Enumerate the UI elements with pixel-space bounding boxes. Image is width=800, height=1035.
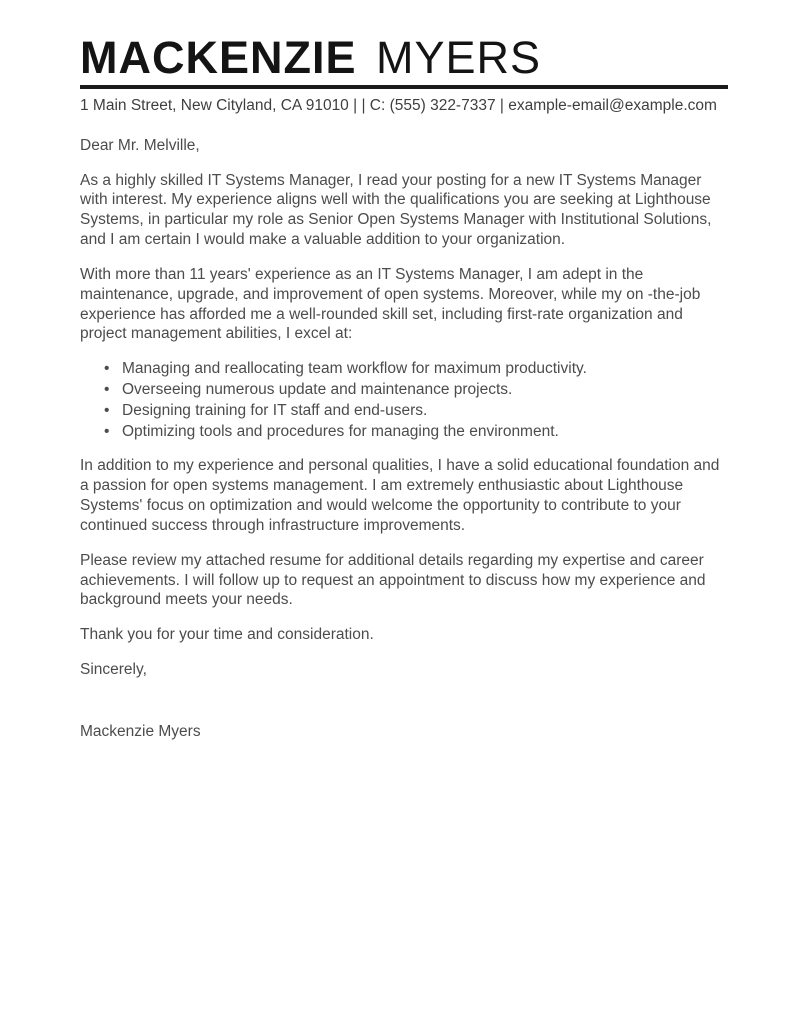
paragraph-experience: With more than 11 years' experience as an IT Systems Manager, I am adept in the maintenance, upgrade, and improvement of open systems. Moreover, while my on -the-job experience has afforded me a well-rounded skill set, including first-rate organization and project management abilities, I excel at:	[80, 265, 701, 343]
page-title	[80, 34, 728, 81]
valediction: Sincerely,	[80, 661, 147, 679]
thanks-line: Thank you for your time and consideration.	[80, 626, 374, 644]
header-first-name: MACKENZIE	[80, 32, 357, 83]
skills-bullet-list	[80, 359, 728, 441]
paragraph-followup: Please review my attached resume for additional details regarding my expertise and career achievements. I will follow up to request an appointment to discuss how my experience and background meets your needs.	[80, 551, 706, 609]
list-item: • Overseeing numerous update and maintenance projects.	[122, 380, 728, 400]
list-item: • Managing and reallocating team workflow for maximum productivity.	[122, 359, 728, 379]
signature-name: Mackenzie Myers	[80, 722, 201, 740]
salutation: Dear Mr. Melville,	[80, 136, 200, 154]
list-item: • Optimizing tools and procedures for managing the environment.	[122, 422, 728, 442]
letter-body	[80, 136, 728, 742]
header-last-name: MYERS	[376, 32, 542, 83]
letter-content	[80, 34, 728, 742]
list-item: • Designing training for IT staff and end-users.	[122, 401, 728, 421]
header-divider	[80, 85, 728, 89]
paragraph-education: In addition to my experience and personal qualities, I have a solid educational foundation and a passion for open systems management. I am extremely enthusiastic about Lighthouse Systems' focus on optimization and would welcome the opportunity to contribute to your continued success through infrastructure improvements.	[80, 457, 720, 534]
paragraph-intro: As a highly skilled IT Systems Manager, I read your posting for a new IT Systems Manager with interest. My experience aligns well with the qualifications you are seeking at Lighthouse Systems, in particular my role as Senior Open Systems Manager with Institutional Solutions, and I am certain I would make a valuable addition to your organization.	[80, 171, 712, 249]
contact-info: 1 Main Street, New Cityland, CA 91010 | | C: (555) 322-7337 | example-email@example.com	[80, 97, 717, 115]
